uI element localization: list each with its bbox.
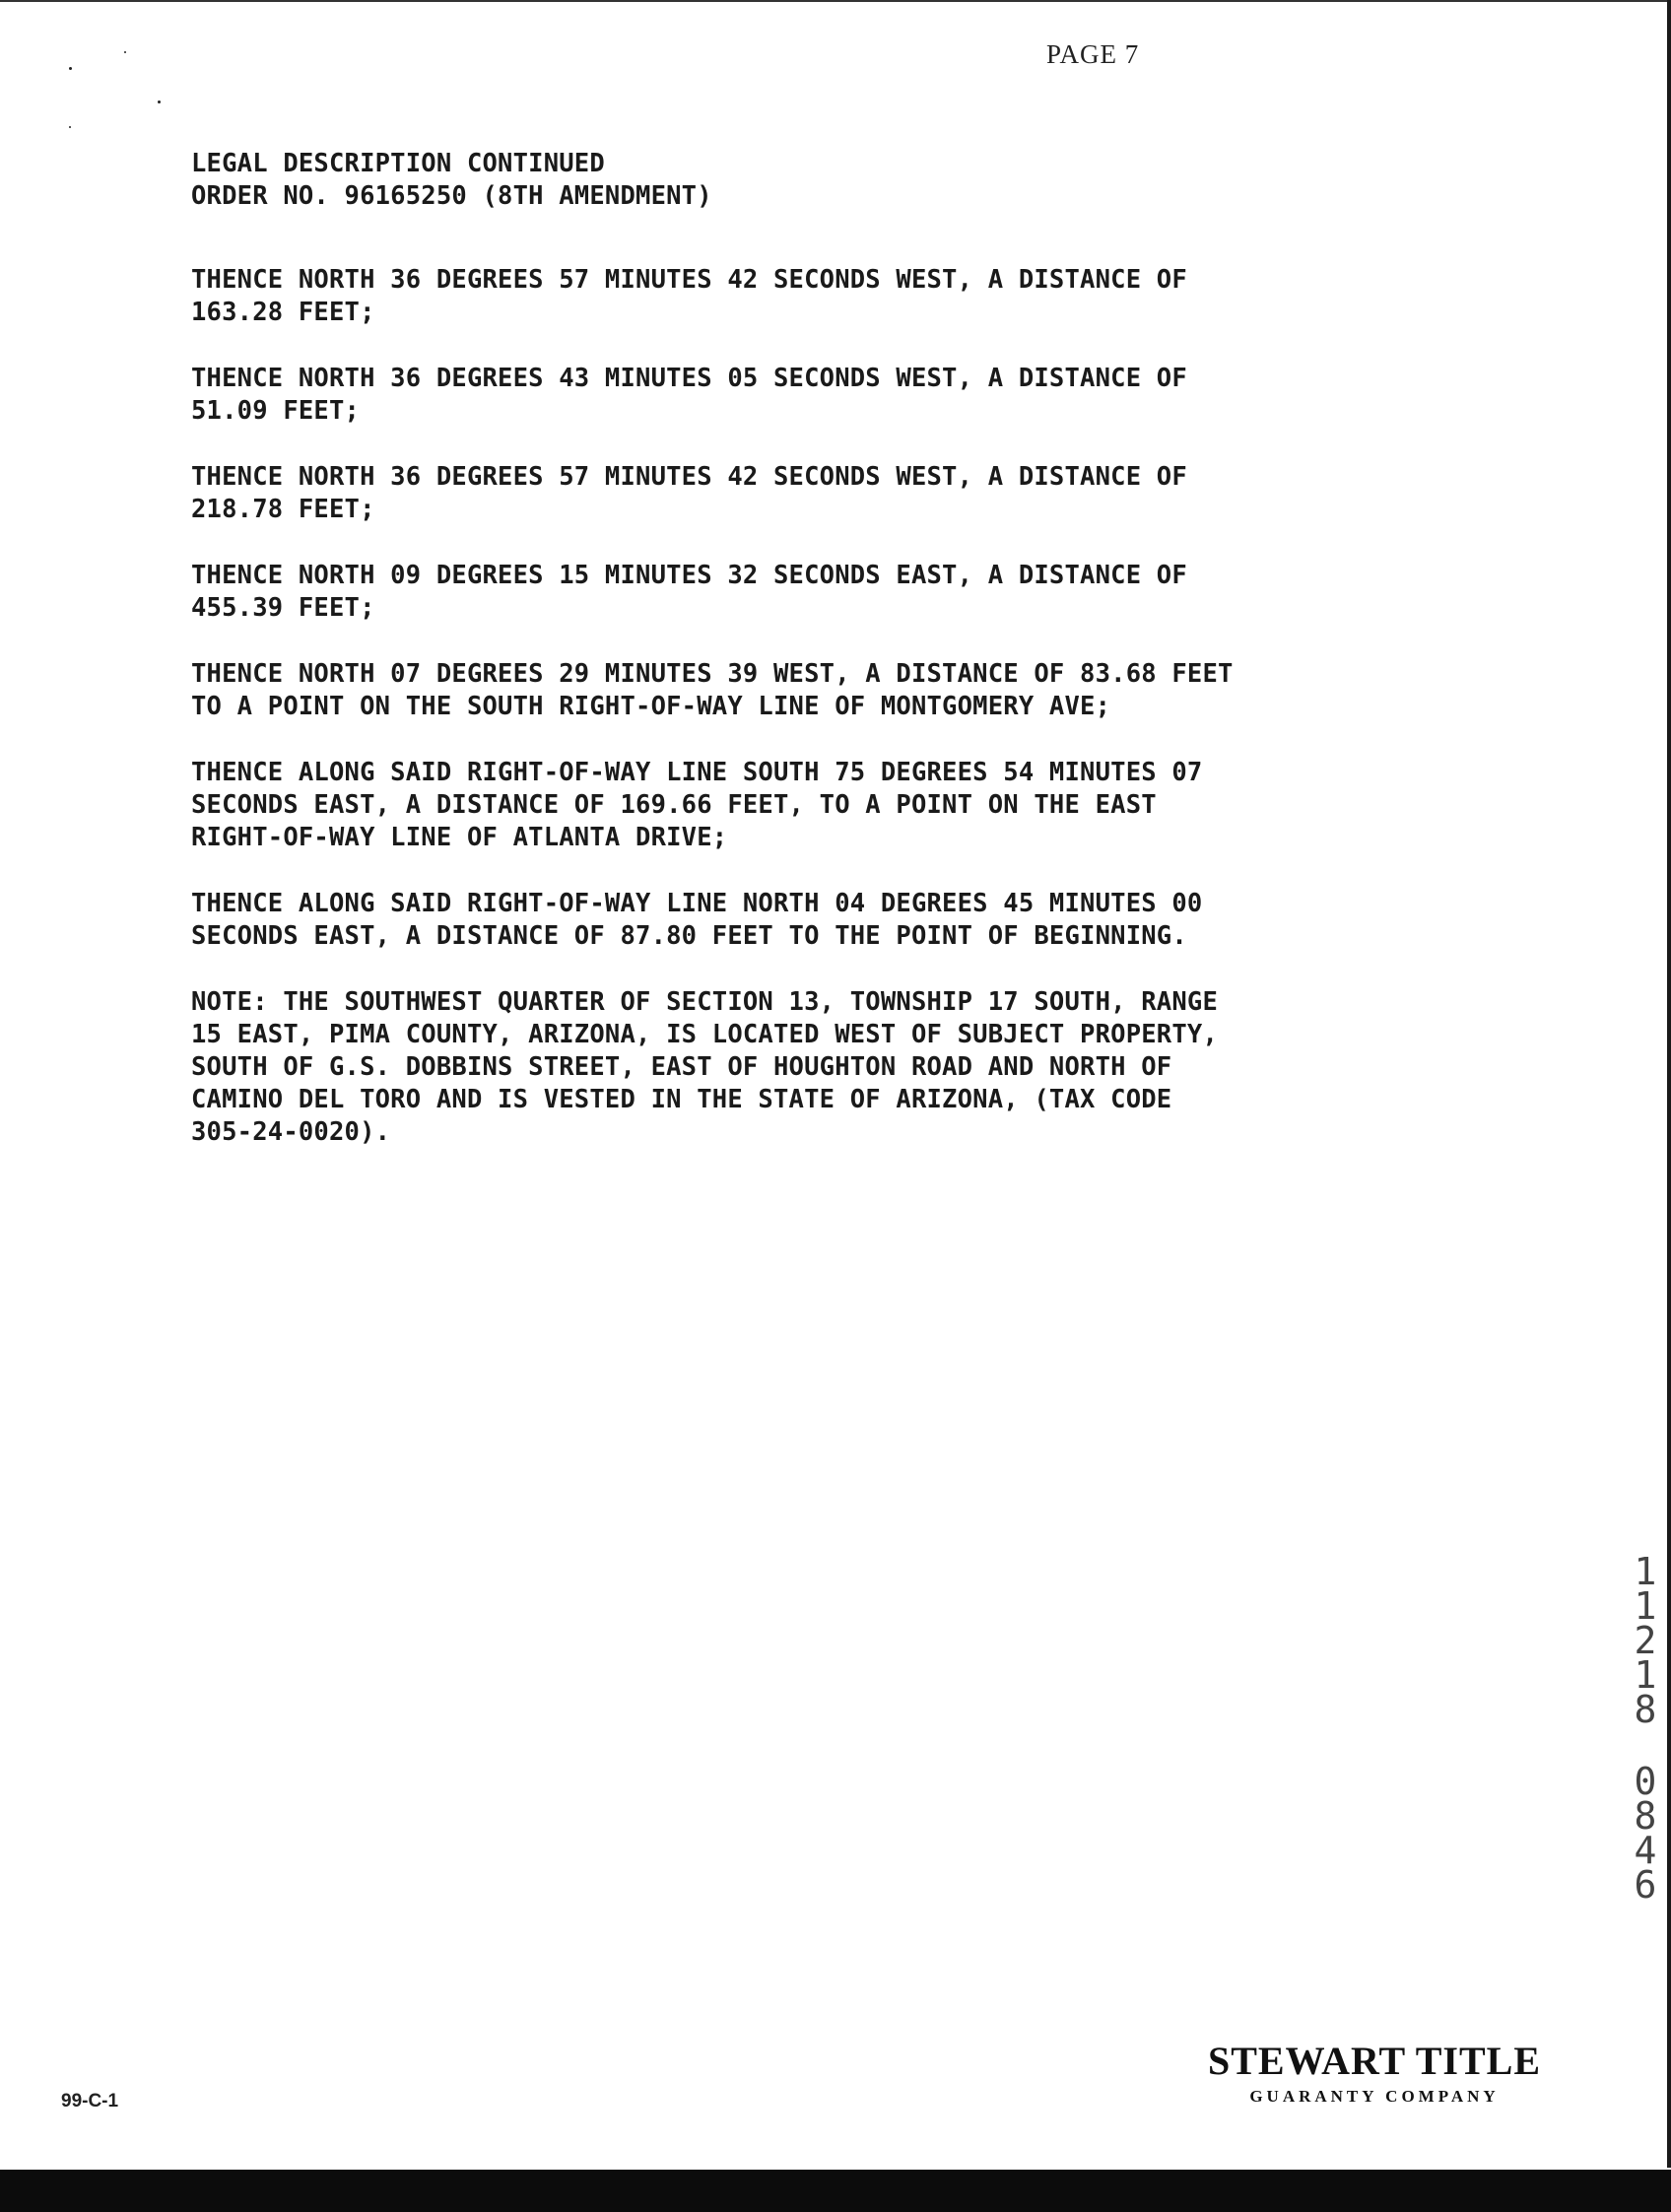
legal-paragraph <box>191 986 1334 1149</box>
stamp-digit: 4 <box>1634 1829 1657 1872</box>
paragraph-list <box>191 264 1334 1149</box>
logo-subtitle: GUARANTY COMPANY <box>1249 2087 1500 2106</box>
legal-paragraph <box>191 560 1334 625</box>
legal-paragraph <box>191 757 1334 854</box>
company-logo <box>1168 2040 1581 2107</box>
paragraph-line: RIGHT-OF-WAY LINE OF ATLANTA DRIVE; <box>191 823 728 852</box>
scan-speck <box>69 126 71 128</box>
paragraph-line: THENCE ALONG SAID RIGHT-OF-WAY LINE NORTH 04 DEGREES 45 MINUTES 00 <box>191 889 1203 918</box>
legal-paragraph <box>191 264 1334 329</box>
stamp-digit: 8 <box>1634 1794 1657 1838</box>
paragraph-line: THENCE ALONG SAID RIGHT-OF-WAY LINE SOUTH 75 DEGREES 54 MINUTES 07 <box>191 758 1203 787</box>
stamp-digit: 6 <box>1634 1863 1657 1907</box>
paragraph-line: THENCE NORTH 07 DEGREES 29 MINUTES 39 WEST, A DISTANCE OF 83.68 FEET <box>191 659 1234 689</box>
legal-paragraph <box>191 461 1334 526</box>
paragraph-line: 163.28 FEET; <box>191 298 375 327</box>
paragraph-line: 455.39 FEET; <box>191 593 375 623</box>
stamp-digit: 0 <box>1634 1760 1657 1803</box>
stamp-digit: 8 <box>1634 1688 1657 1731</box>
scan-edge-top <box>0 0 1671 2</box>
document-header <box>191 148 1334 213</box>
scan-edge-bottom <box>0 2170 1671 2212</box>
legal-paragraph <box>191 888 1334 953</box>
scan-edge-right <box>1667 0 1671 2168</box>
stamp-digit: 1 <box>1634 1550 1657 1593</box>
legal-description <box>191 148 1334 1182</box>
stamp-digit: 1 <box>1634 1653 1657 1697</box>
stamp-digit: 2 <box>1634 1619 1657 1662</box>
paragraph-line: NOTE: THE SOUTHWEST QUARTER OF SECTION 13, TOWNSHIP 17 SOUTH, RANGE <box>191 987 1219 1017</box>
paragraph-line: CAMINO DEL TORO AND IS VESTED IN THE STATE OF ARIZONA, (TAX CODE <box>191 1085 1172 1114</box>
legal-paragraph <box>191 658 1334 723</box>
stamp-digit: 1 <box>1634 1584 1657 1628</box>
paragraph-line: 51.09 FEET; <box>191 396 361 426</box>
side-stamp-number <box>1626 1550 1665 1907</box>
paragraph-line: THENCE NORTH 36 DEGREES 57 MINUTES 42 SECONDS WEST, A DISTANCE OF <box>191 462 1187 492</box>
legal-paragraph <box>191 363 1334 428</box>
paragraph-line: 15 EAST, PIMA COUNTY, ARIZONA, IS LOCATED WEST OF SUBJECT PROPERTY, <box>191 1020 1219 1049</box>
paragraph-line: 305-24-0020). <box>191 1117 391 1147</box>
paragraph-line: SECONDS EAST, A DISTANCE OF 87.80 FEET TO THE POINT OF BEGINNING. <box>191 921 1187 951</box>
paragraph-line: 218.78 FEET; <box>191 495 375 524</box>
form-code: 99-C-1 <box>61 2091 119 2111</box>
paragraph-line: SOUTH OF G.S. DOBBINS STREET, EAST OF HOUGHTON ROAD AND NORTH OF <box>191 1052 1172 1082</box>
paragraph-line: THENCE NORTH 09 DEGREES 15 MINUTES 32 SECONDS EAST, A DISTANCE OF <box>191 561 1187 590</box>
paragraph-line: TO A POINT ON THE SOUTH RIGHT-OF-WAY LINE OF MONTGOMERY AVE; <box>191 692 1111 721</box>
paragraph-line: SECONDS EAST, A DISTANCE OF 169.66 FEET, TO A POINT ON THE EAST <box>191 790 1157 820</box>
header-title: LEGAL DESCRIPTION CONTINUED <box>191 149 605 178</box>
logo-title: STEWART TITLE <box>1207 2039 1542 2083</box>
scan-speck <box>158 101 161 103</box>
paragraph-line: THENCE NORTH 36 DEGREES 57 MINUTES 42 SECONDS WEST, A DISTANCE OF <box>191 265 1187 295</box>
scan-speck <box>124 51 126 53</box>
order-number: ORDER NO. 96165250 (8TH AMENDMENT) <box>191 181 712 211</box>
page-number: PAGE 7 <box>1046 39 1140 69</box>
scan-speck <box>69 67 72 70</box>
paragraph-line: THENCE NORTH 36 DEGREES 43 MINUTES 05 SECONDS WEST, A DISTANCE OF <box>191 364 1187 393</box>
